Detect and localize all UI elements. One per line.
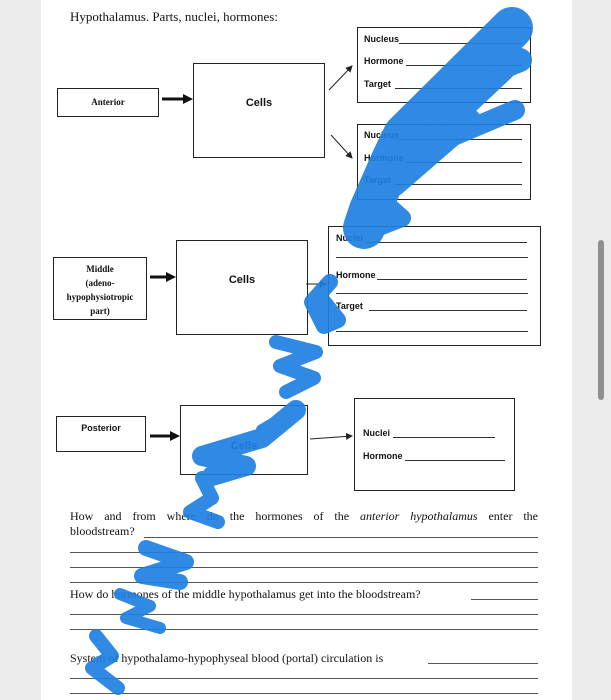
- middle-cells-label: Cells: [228, 274, 256, 286]
- question-1-text: How and from where do the hormones of the: [70, 509, 350, 523]
- question-1-line1: [70, 509, 538, 524]
- answer-line[interactable]: [70, 567, 538, 568]
- middle-target-label: Target: [336, 301, 363, 311]
- page-scrollbar[interactable]: [598, 240, 604, 400]
- middle-nuclei-label: Nuclei: [336, 233, 364, 243]
- question-1-text-end: enter the: [488, 509, 539, 523]
- arrow-right-icon: [310, 436, 352, 439]
- anterior-label: Anterior: [91, 97, 125, 107]
- page-title: Hypothalamus. Parts, nuclei, hormones:: [70, 9, 278, 24]
- arrow-right-icon: [150, 272, 176, 282]
- posterior-hormone-label: Hormone: [363, 451, 403, 461]
- anterior-cells-label: Cells: [245, 97, 273, 109]
- anterior-upper-nucleus-label: Nucleus: [364, 34, 400, 44]
- question-3: System of hypothalamo-hypophyseal blood (portal) circulation is: [70, 651, 384, 665]
- anterior-lower-hormone-label: Hormone: [364, 153, 404, 163]
- answer-line[interactable]: [70, 614, 538, 615]
- answer-line[interactable]: [428, 663, 538, 664]
- question-1-italic: anterior hypothalamus: [360, 509, 478, 523]
- question-2: How do hormones of the middle hypothalamus get into the bloodstream?: [70, 587, 421, 601]
- middle-hormone-label: Hormone: [336, 270, 376, 280]
- anterior-upper-target-label: Target: [364, 79, 391, 89]
- answer-line[interactable]: [70, 693, 538, 694]
- posterior-label: Posterior: [81, 423, 121, 433]
- arrow-diagonal-icon: [331, 135, 352, 158]
- posterior-cells-label: Cells: [230, 440, 258, 452]
- middle-label-line3: hypophysiotropic: [66, 292, 134, 302]
- middle-label-line1: Middle: [86, 264, 114, 274]
- anterior-upper-hormone-label: Hormone: [364, 56, 404, 66]
- posterior-nuclei-label: Nuclei: [363, 428, 391, 438]
- arrow-diagonal-icon: [329, 66, 352, 90]
- anterior-lower-target-label: Target: [364, 175, 391, 185]
- answer-line[interactable]: [70, 552, 538, 553]
- answer-line[interactable]: [471, 599, 538, 600]
- arrow-right-icon: [162, 94, 193, 104]
- middle-label-line4: part): [90, 306, 110, 316]
- answer-line[interactable]: [70, 629, 538, 630]
- question-1-line2: bloodstream?: [70, 524, 135, 538]
- anterior-lower-nucleus-label: Nucleus: [364, 130, 400, 140]
- answer-line[interactable]: [70, 678, 538, 679]
- answer-line[interactable]: [144, 537, 538, 538]
- middle-label-line2: (adeno-: [85, 278, 115, 288]
- arrow-right-icon: [150, 431, 180, 441]
- answer-line[interactable]: [70, 582, 538, 583]
